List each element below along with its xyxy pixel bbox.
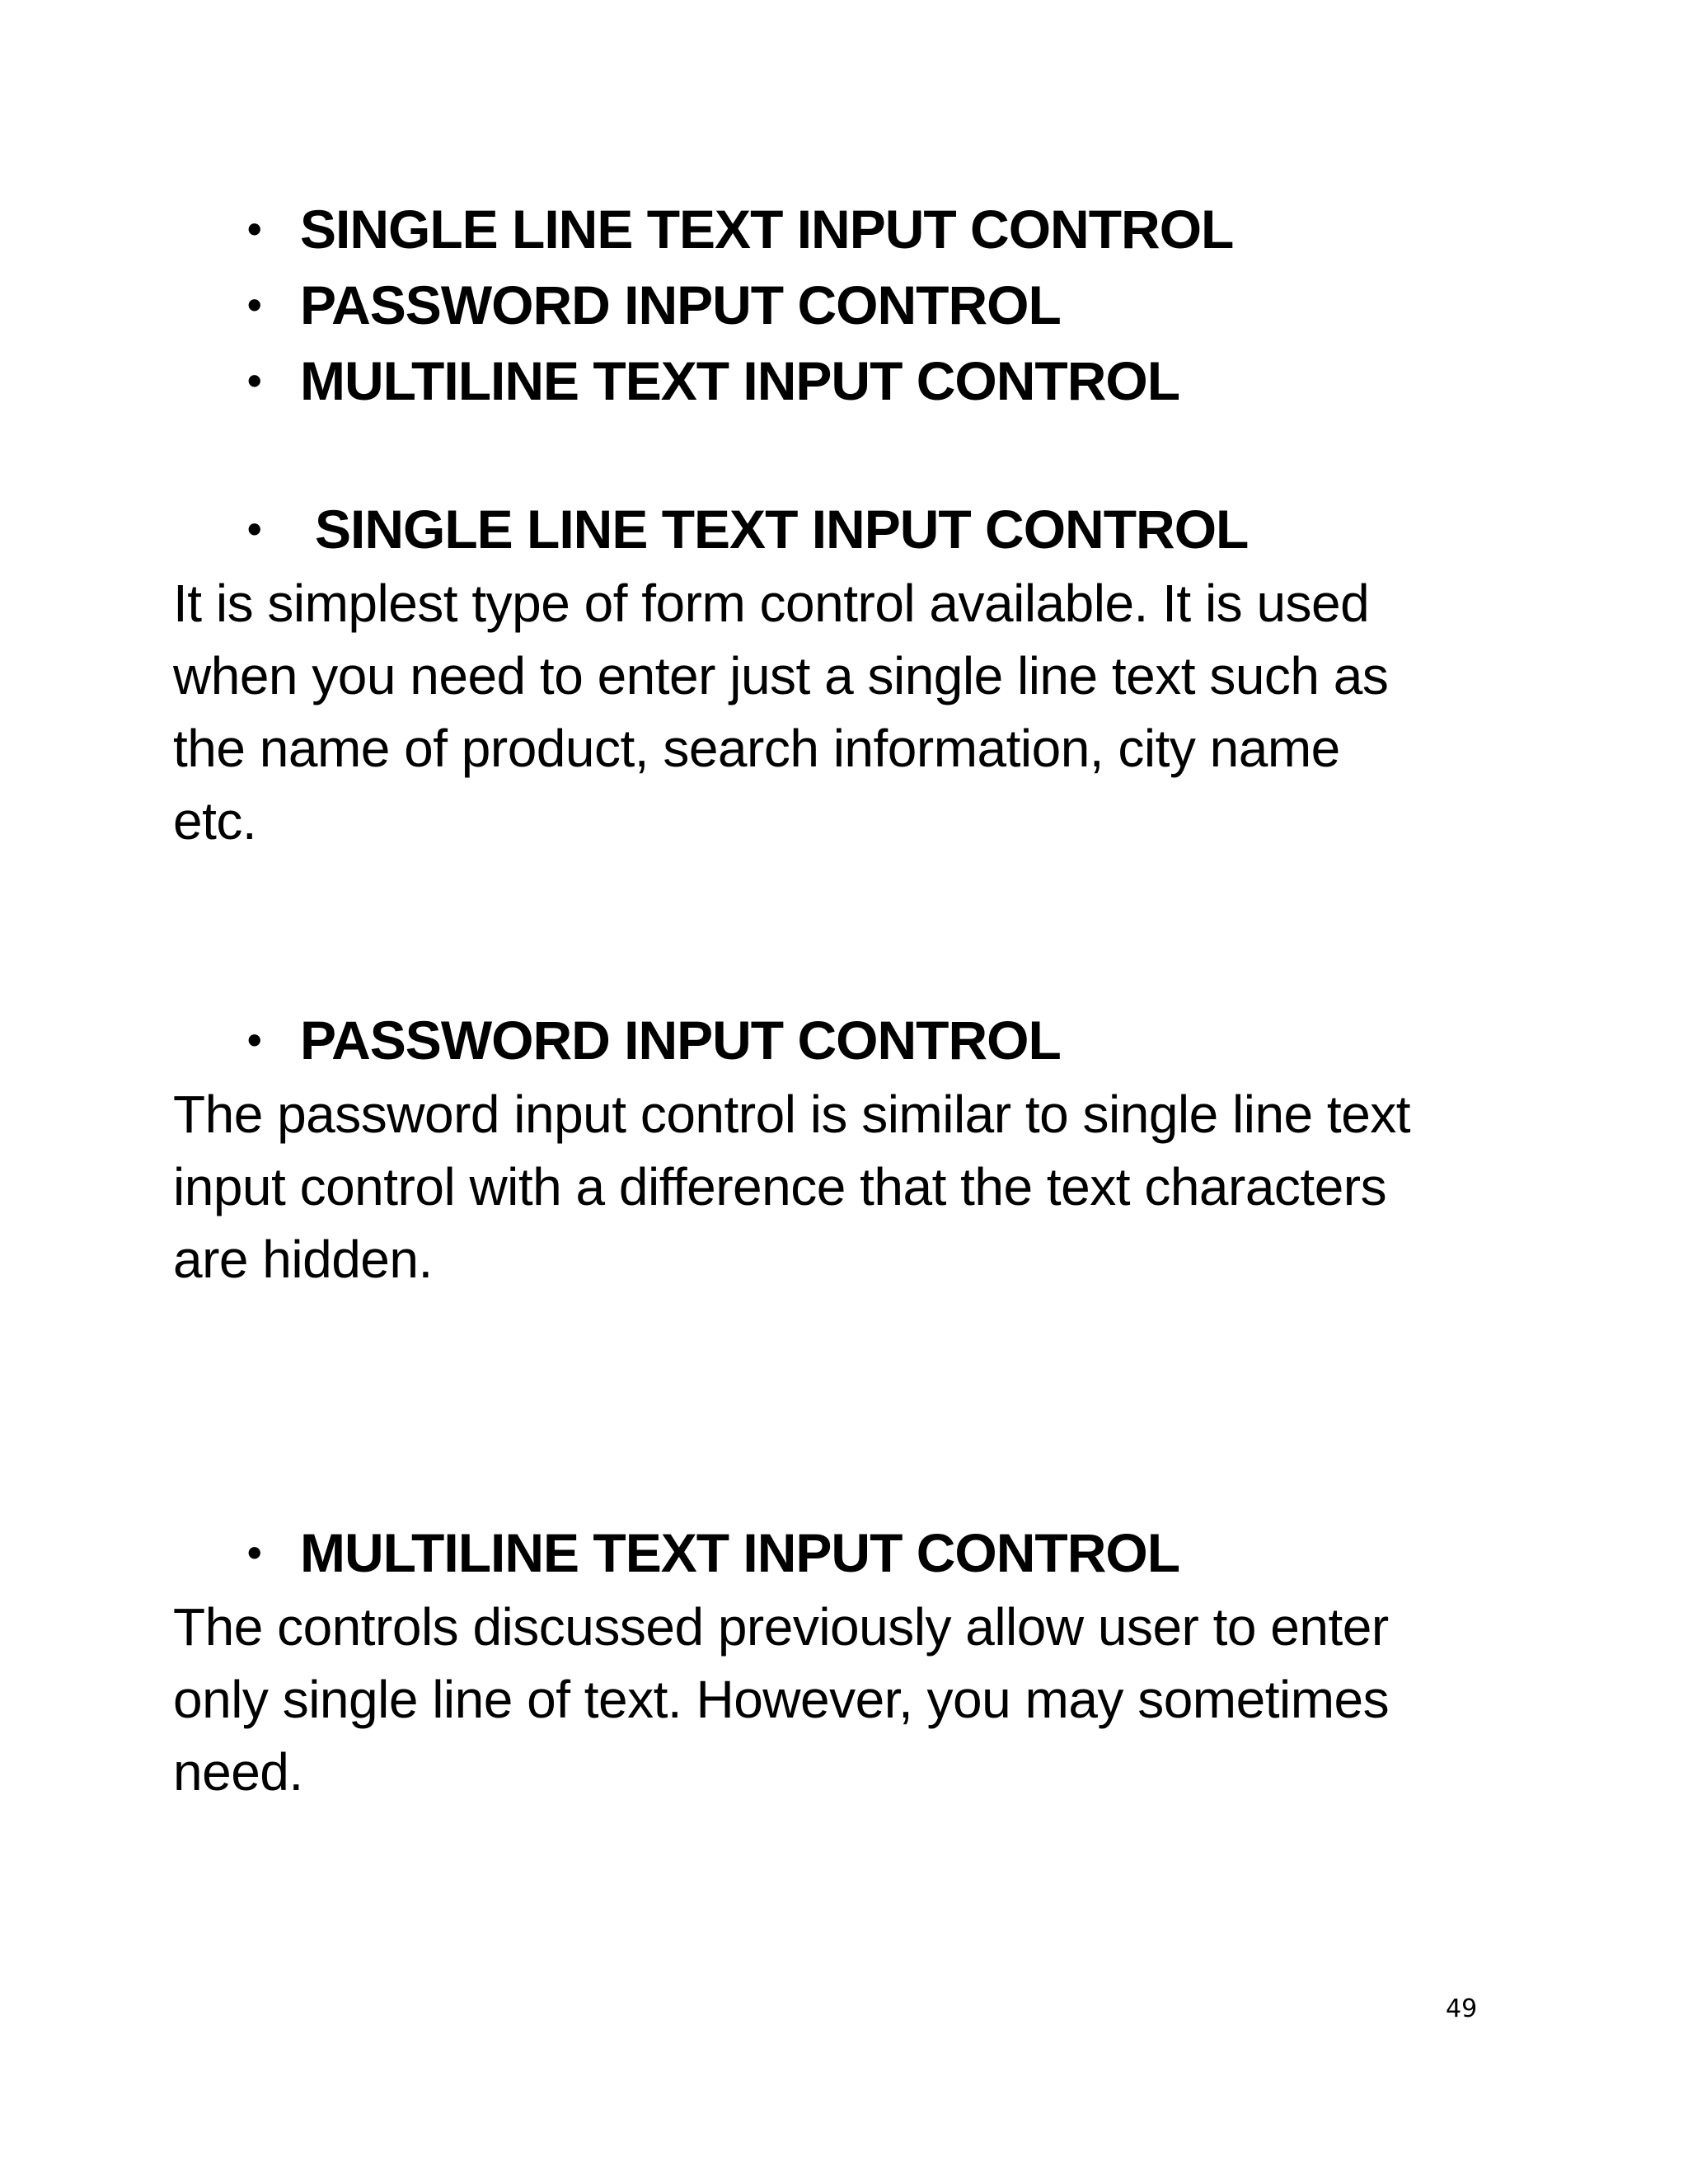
- bullet-icon: •: [247, 358, 261, 404]
- bullet-icon: •: [247, 506, 261, 552]
- section-heading: [173, 1002, 1533, 1078]
- paragraph-line: only single line of text. However, you may sometimes: [173, 1670, 1390, 1729]
- topic-label: PASSWORD INPUT CONTROL: [300, 274, 1061, 335]
- section-multiline: [173, 1515, 1533, 1808]
- section-heading-label: PASSWORD INPUT CONTROL: [300, 1010, 1061, 1071]
- paragraph-line: etc.: [173, 791, 257, 851]
- topic-label: SINGLE LINE TEXT INPUT CONTROL: [300, 199, 1234, 260]
- section-heading: [173, 1515, 1533, 1591]
- paragraph-line: are hidden.: [173, 1230, 433, 1289]
- bullet-icon: •: [247, 282, 261, 328]
- paragraph-line: the name of product, search information, city name: [173, 719, 1340, 778]
- paragraph-line: need.: [173, 1742, 303, 1802]
- section-heading-label: SINGLE LINE TEXT INPUT CONTROL: [315, 499, 1249, 560]
- section-heading-label: MULTILINE TEXT INPUT CONTROL: [300, 1522, 1180, 1583]
- paragraph-line: The controls discussed previously allow user to enter: [173, 1597, 1389, 1657]
- section-single-line: [173, 491, 1533, 857]
- section-heading: [173, 491, 1533, 567]
- bullet-icon: •: [247, 1530, 261, 1576]
- paragraph-line: input control with a difference that the text characters: [173, 1157, 1387, 1216]
- paragraph-line: when you need to enter just a single line text such as: [173, 646, 1389, 705]
- paragraph-line: It is simplest type of form control available. It is used: [173, 574, 1370, 633]
- topic-label: MULTILINE TEXT INPUT CONTROL: [300, 350, 1180, 411]
- paragraph-line: The password input control is similar to single line text: [173, 1085, 1411, 1144]
- bullet-icon: •: [247, 206, 261, 252]
- section-password: [173, 1002, 1533, 1296]
- bullet-icon: •: [247, 1017, 261, 1063]
- page-number: 49: [1446, 1994, 1478, 2023]
